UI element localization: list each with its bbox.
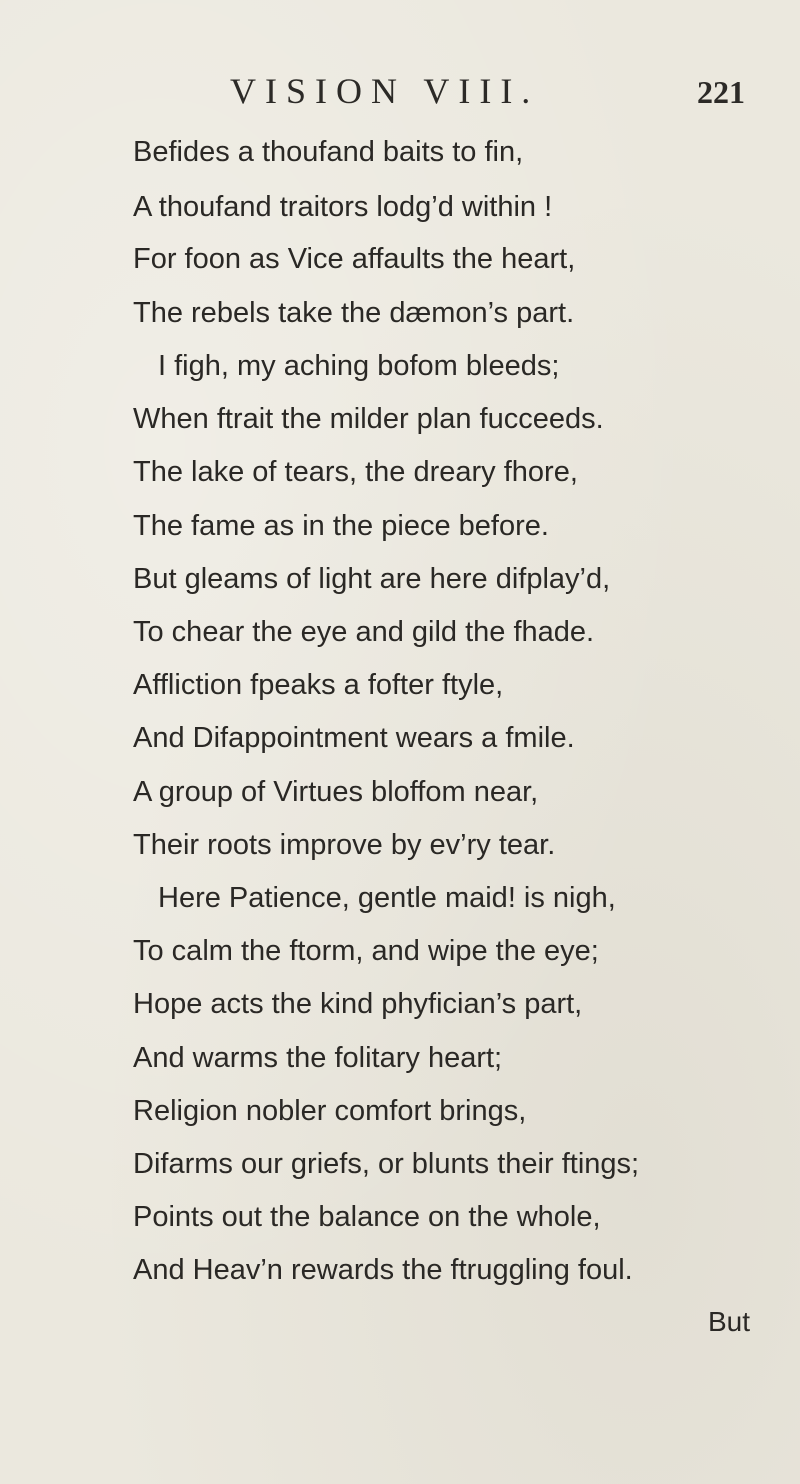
verse-line-9: But gleams of light are here difplay’d, [133, 563, 611, 595]
running-head: VISION VIII. [230, 71, 540, 111]
verse-line-21: Points out the balance on the whole, [133, 1201, 601, 1233]
verse-line-3: For foon as Vice affaults the heart, [133, 243, 576, 275]
page-number: 221 [697, 74, 745, 110]
verse-line-6: When ftrait the milder plan fucceeds. [133, 403, 604, 435]
verse-line-16: To calm the ftorm, and wipe the eye; [133, 935, 599, 967]
verse-line-5: I figh, my aching bofom bleeds; [158, 350, 560, 382]
verse-line-22: And Heav’n rewards the ftruggling foul. [133, 1254, 633, 1286]
verse-line-20: Difarms our griefs, or blunts their ftings; [133, 1148, 640, 1180]
verse-line-12: And Difappointment wears a fmile. [133, 722, 575, 754]
verse-line-4: The rebels take the dæmon’s part. [133, 297, 575, 329]
verse-line-10: To chear the eye and gild the fhade. [133, 616, 595, 648]
verse-line-19: Religion nobler comfort brings, [133, 1095, 527, 1127]
catchword: But [708, 1306, 751, 1337]
verse-line-18: And warms the folitary heart; [133, 1042, 503, 1074]
verse-line-2: A thoufand traitors lodg’d within ! [133, 191, 553, 223]
verse-line-17: Hope acts the kind phyfician’s part, [133, 988, 583, 1020]
verse-line-7: The lake of tears, the dreary fhore, [133, 456, 578, 488]
verse-line-8: The fame as in the piece before. [133, 510, 549, 542]
verse-line-14: Their roots improve by ev’ry tear. [133, 829, 556, 861]
verse-line-11: Affliction fpeaks a fofter ftyle, [133, 669, 504, 701]
verse-line-15: Here Patience, gentle maid! is nigh, [158, 882, 616, 914]
verse-line-13: A group of Virtues bloffom near, [133, 776, 539, 808]
verse-line-1: Befides a thoufand baits to fin, [133, 136, 524, 168]
